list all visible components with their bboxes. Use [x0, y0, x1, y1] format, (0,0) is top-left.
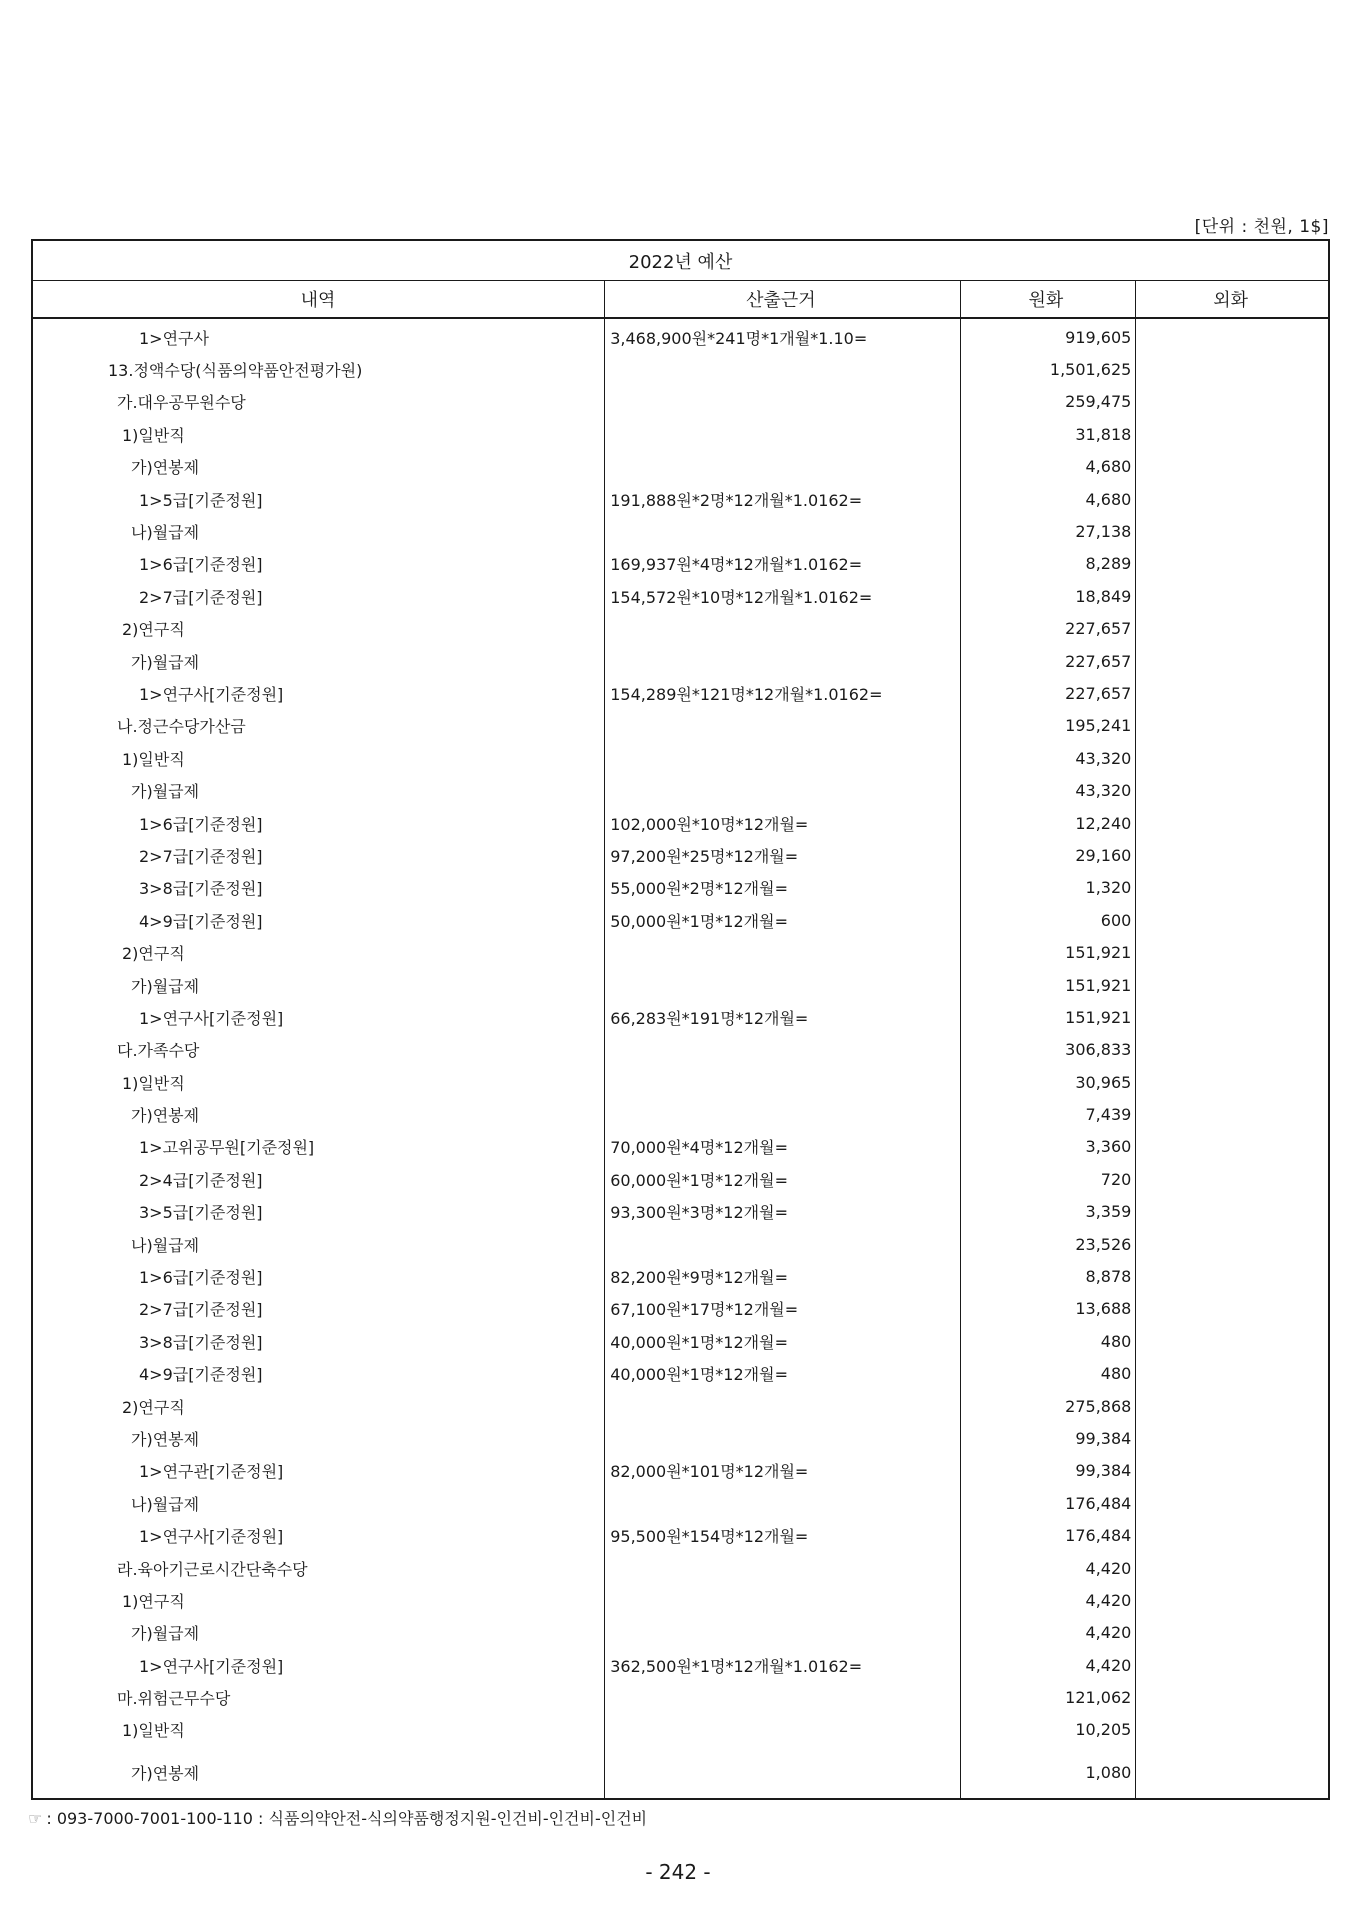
table-row [33, 1390, 1328, 1422]
row-basis [603, 1617, 958, 1649]
row-basis [603, 1714, 958, 1746]
row-description: 가)월급제 [131, 1624, 200, 1644]
row-basis: 102,000원*10명*12개월= [610, 814, 809, 834]
row-foreign-amount [1133, 1681, 1328, 1713]
table-row [33, 1422, 1328, 1454]
row-description: 2>4급[기준정원] [139, 1170, 263, 1190]
unit-label: [단위 : 천원, 1$] [1194, 217, 1329, 237]
row-krw-amount: 600 [1100, 910, 1132, 930]
row-basis [603, 1228, 958, 1260]
row-foreign-amount [1133, 515, 1328, 547]
table-row [33, 1228, 1328, 1260]
row-krw-amount: 259,475 [1065, 392, 1132, 412]
row-description: 가)월급제 [131, 652, 200, 672]
table-row [33, 1519, 1328, 1551]
row-krw-amount: 18,849 [1075, 586, 1132, 606]
row-basis [603, 1552, 958, 1584]
row-basis [603, 1390, 958, 1422]
table-row [33, 321, 1328, 353]
row-description: 라.육아기근로시간단축수당 [117, 1559, 308, 1579]
row-foreign-amount [1133, 677, 1328, 709]
row-krw-amount: 43,320 [1075, 781, 1132, 801]
row-basis: 97,200원*25명*12개월= [610, 846, 799, 866]
row-description: 가)월급제 [131, 976, 200, 996]
row-description: 2)연구직 [122, 620, 185, 640]
row-krw-amount: 8,878 [1085, 1267, 1132, 1287]
row-description: 3>8급[기준정원] [139, 1332, 263, 1352]
row-description: 다.가족수당 [117, 1041, 200, 1061]
table-row [33, 872, 1328, 904]
row-description: 1>6급[기준정원] [139, 1268, 263, 1288]
row-basis [603, 1584, 958, 1616]
row-description: 가)연봉제 [131, 1763, 200, 1783]
row-krw-amount: 4,420 [1085, 1558, 1132, 1578]
table-row [33, 1196, 1328, 1228]
row-krw-amount: 23,526 [1075, 1234, 1132, 1254]
row-foreign-amount [1133, 1228, 1328, 1260]
row-description: 1>연구사[기준정원] [139, 1527, 284, 1547]
row-basis [603, 1681, 958, 1713]
row-krw-amount: 176,484 [1065, 1526, 1132, 1546]
row-foreign-amount [1133, 386, 1328, 418]
row-basis: 154,289원*121명*12개월*1.0162= [610, 684, 883, 704]
row-description: 나)월급제 [131, 1494, 200, 1514]
row-basis: 95,500원*154명*12개월= [610, 1527, 809, 1547]
row-foreign-amount [1133, 1260, 1328, 1292]
row-description: 3>5급[기준정원] [139, 1203, 263, 1223]
row-basis [603, 1746, 958, 1798]
row-description: 1>5급[기준정원] [139, 490, 263, 510]
row-krw-amount: 275,868 [1065, 1396, 1132, 1416]
row-description: 4>9급[기준정원] [139, 911, 263, 931]
footnote [28, 1806, 647, 1829]
row-krw-amount: 4,680 [1085, 457, 1132, 477]
table-row [33, 936, 1328, 968]
row-description: 2>7급[기준정원] [139, 846, 263, 866]
row-description: 2)연구직 [122, 1397, 185, 1417]
row-basis [603, 1034, 958, 1066]
row-krw-amount: 151,921 [1065, 975, 1132, 995]
budget-table [31, 239, 1330, 1800]
row-basis [603, 418, 958, 450]
row-krw-amount: 227,657 [1065, 683, 1132, 703]
row-foreign-amount [1133, 321, 1328, 353]
row-foreign-amount [1133, 1034, 1328, 1066]
row-foreign-amount [1133, 1584, 1328, 1616]
table-row [33, 353, 1328, 385]
row-description: 나.정근수당가산금 [117, 717, 246, 737]
row-krw-amount: 27,138 [1075, 522, 1132, 542]
table-row [33, 613, 1328, 645]
table-row [33, 774, 1328, 806]
pointing-hand-icon: ☞ [28, 1809, 43, 1828]
row-krw-amount: 1,080 [1085, 1762, 1132, 1782]
table-row [33, 418, 1328, 450]
table-row [33, 1681, 1328, 1713]
row-foreign-amount [1133, 1617, 1328, 1649]
row-krw-amount: 31,818 [1075, 424, 1132, 444]
row-basis [603, 742, 958, 774]
row-basis: 82,200원*9명*12개월= [610, 1268, 788, 1288]
row-description: 1>6급[기준정원] [139, 555, 263, 575]
table-row [33, 483, 1328, 515]
table-row [33, 1325, 1328, 1357]
row-foreign-amount [1133, 353, 1328, 385]
table-row [33, 1455, 1328, 1487]
row-foreign-amount [1133, 807, 1328, 839]
row-krw-amount: 227,657 [1065, 619, 1132, 639]
row-foreign-amount [1133, 1714, 1328, 1746]
row-basis [603, 613, 958, 645]
table-row [33, 807, 1328, 839]
row-foreign-amount [1133, 548, 1328, 580]
row-description: 1>6급[기준정원] [139, 814, 263, 834]
row-basis [603, 386, 958, 418]
row-description: 1>연구사 [139, 328, 209, 348]
row-basis [603, 774, 958, 806]
row-description: 가)월급제 [131, 782, 200, 802]
row-foreign-amount [1133, 872, 1328, 904]
column-header-krw: 원화 [1028, 290, 1064, 311]
row-krw-amount: 4,420 [1085, 1623, 1132, 1643]
row-krw-amount: 3,360 [1085, 1137, 1132, 1157]
row-foreign-amount [1133, 1455, 1328, 1487]
column-header-basis: 산출근거 [746, 290, 816, 311]
row-basis: 60,000원*1명*12개월= [610, 1170, 788, 1190]
row-basis [603, 1487, 958, 1519]
table-row [33, 1163, 1328, 1195]
row-foreign-amount [1133, 936, 1328, 968]
row-description: 3>8급[기준정원] [139, 879, 263, 899]
table-row [33, 710, 1328, 742]
row-basis: 55,000원*2명*12개월= [610, 879, 788, 899]
row-foreign-amount [1133, 1196, 1328, 1228]
row-krw-amount: 1,320 [1085, 878, 1132, 898]
row-description: 1>연구관[기준정원] [139, 1462, 284, 1482]
row-basis [603, 969, 958, 1001]
table-row [33, 742, 1328, 774]
row-basis: 40,000원*1명*12개월= [610, 1365, 788, 1385]
row-basis: 169,937원*4명*12개월*1.0162= [610, 555, 863, 575]
row-krw-amount: 176,484 [1065, 1493, 1132, 1513]
row-krw-amount: 29,160 [1075, 845, 1132, 865]
row-basis [603, 451, 958, 483]
row-krw-amount: 43,320 [1075, 748, 1132, 768]
row-krw-amount: 4,680 [1085, 489, 1132, 509]
row-description: 1>고위공무원[기준정원] [139, 1138, 315, 1158]
row-foreign-amount [1133, 1649, 1328, 1681]
row-description: 1>연구사[기준정원] [139, 684, 284, 704]
row-description: 13.정액수당(식품의약품안전평가원) [108, 361, 363, 381]
row-krw-amount: 99,384 [1075, 1461, 1132, 1481]
table-row [33, 1358, 1328, 1390]
row-krw-amount: 8,289 [1085, 554, 1132, 574]
table-row [33, 1260, 1328, 1292]
row-description: 1)일반직 [122, 425, 185, 445]
table-row [33, 548, 1328, 580]
row-basis [603, 1422, 958, 1454]
table-row [33, 386, 1328, 418]
row-description: 2>7급[기준정원] [139, 587, 263, 607]
table-row [33, 451, 1328, 483]
row-krw-amount: 480 [1100, 1331, 1132, 1351]
row-description: 2>7급[기준정원] [139, 1300, 263, 1320]
row-basis [603, 936, 958, 968]
row-krw-amount: 306,833 [1065, 1040, 1132, 1060]
table-row [33, 1746, 1328, 1798]
row-description: 4>9급[기준정원] [139, 1365, 263, 1385]
row-foreign-amount [1133, 1066, 1328, 1098]
table-row [33, 1098, 1328, 1130]
table-row [33, 1552, 1328, 1584]
row-basis [603, 645, 958, 677]
row-foreign-amount [1133, 580, 1328, 612]
row-foreign-amount [1133, 613, 1328, 645]
row-basis: 362,500원*1명*12개월*1.0162= [610, 1656, 863, 1676]
row-description: 나)월급제 [131, 1235, 200, 1255]
row-description: 가)연봉제 [131, 1106, 200, 1126]
row-basis: 66,283원*191명*12개월= [610, 1008, 809, 1028]
row-krw-amount: 195,241 [1065, 716, 1132, 736]
row-description: 가.대우공무원수당 [117, 393, 246, 413]
row-foreign-amount [1133, 774, 1328, 806]
row-krw-amount: 1,501,625 [1049, 360, 1132, 380]
row-foreign-amount [1133, 742, 1328, 774]
row-krw-amount: 13,688 [1075, 1299, 1132, 1319]
row-basis [603, 353, 958, 385]
row-basis: 154,572원*10명*12개월*1.0162= [610, 587, 873, 607]
page-number: - 242 - [645, 1860, 711, 1884]
row-description: 1)일반직 [122, 1721, 185, 1741]
row-description: 1)일반직 [122, 749, 185, 769]
row-foreign-amount [1133, 1552, 1328, 1584]
row-foreign-amount [1133, 1487, 1328, 1519]
row-krw-amount: 30,965 [1075, 1072, 1132, 1092]
row-description: 마.위험근무수당 [117, 1689, 231, 1709]
row-description: 가)연봉제 [131, 458, 200, 478]
row-foreign-amount [1133, 1325, 1328, 1357]
table-row [33, 645, 1328, 677]
row-foreign-amount [1133, 1390, 1328, 1422]
table-row [33, 1714, 1328, 1746]
row-foreign-amount [1133, 1293, 1328, 1325]
row-krw-amount: 480 [1100, 1364, 1132, 1384]
row-basis: 50,000원*1명*12개월= [610, 911, 788, 931]
table-body [33, 321, 1328, 1798]
row-krw-amount: 10,205 [1075, 1720, 1132, 1740]
row-krw-amount: 4,420 [1085, 1655, 1132, 1675]
row-foreign-amount [1133, 483, 1328, 515]
row-foreign-amount [1133, 1422, 1328, 1454]
row-krw-amount: 151,921 [1065, 1007, 1132, 1027]
row-description: 나)월급제 [131, 523, 200, 543]
row-description: 1>연구사[기준정원] [139, 1008, 284, 1028]
table-row [33, 1617, 1328, 1649]
table-row [33, 839, 1328, 871]
row-foreign-amount [1133, 839, 1328, 871]
table-row [33, 1034, 1328, 1066]
table-row [33, 677, 1328, 709]
footnote-text: : 093-7000-7001-100-110 : 식품의약안전-식의약품행정지원-인건비-인건비-인건비 [46, 1809, 648, 1828]
row-basis [603, 1066, 958, 1098]
year-header: 2022년 예산 [33, 241, 1328, 281]
row-foreign-amount [1133, 1358, 1328, 1390]
row-foreign-amount [1133, 1746, 1328, 1798]
row-foreign-amount [1133, 451, 1328, 483]
column-header-description: 내역 [300, 290, 336, 311]
row-basis: 40,000원*1명*12개월= [610, 1332, 788, 1352]
row-foreign-amount [1133, 1131, 1328, 1163]
table-row [33, 1487, 1328, 1519]
row-description: 2)연구직 [122, 944, 185, 964]
table-row [33, 1066, 1328, 1098]
row-foreign-amount [1133, 969, 1328, 1001]
row-krw-amount: 919,605 [1065, 327, 1132, 347]
row-basis: 70,000원*4명*12개월= [610, 1138, 788, 1158]
row-foreign-amount [1133, 904, 1328, 936]
row-foreign-amount [1133, 645, 1328, 677]
row-description: 1)연구직 [122, 1591, 185, 1611]
row-foreign-amount [1133, 1098, 1328, 1130]
row-basis [603, 710, 958, 742]
row-basis: 82,000원*101명*12개월= [610, 1462, 809, 1482]
column-header-foreign: 외화 [1213, 290, 1249, 311]
table-row [33, 1293, 1328, 1325]
column-header-row [33, 281, 1328, 319]
row-krw-amount: 99,384 [1075, 1428, 1132, 1448]
row-foreign-amount [1133, 418, 1328, 450]
row-basis: 191,888원*2명*12개월*1.0162= [610, 490, 863, 510]
table-row [33, 1001, 1328, 1033]
table-row [33, 580, 1328, 612]
row-krw-amount: 121,062 [1065, 1688, 1132, 1708]
table-row [33, 515, 1328, 547]
table-row [33, 969, 1328, 1001]
row-foreign-amount [1133, 1519, 1328, 1551]
table-row [33, 1649, 1328, 1681]
row-krw-amount: 151,921 [1065, 943, 1132, 963]
row-basis: 93,300원*3명*12개월= [610, 1203, 788, 1223]
row-foreign-amount [1133, 710, 1328, 742]
row-krw-amount: 12,240 [1075, 813, 1132, 833]
row-krw-amount: 3,359 [1085, 1202, 1132, 1222]
row-basis [603, 515, 958, 547]
row-foreign-amount [1133, 1001, 1328, 1033]
row-krw-amount: 4,420 [1085, 1590, 1132, 1610]
row-basis: 67,100원*17명*12개월= [610, 1300, 799, 1320]
row-description: 1)일반직 [122, 1073, 185, 1093]
row-krw-amount: 227,657 [1065, 651, 1132, 671]
table-row [33, 904, 1328, 936]
row-foreign-amount [1133, 1163, 1328, 1195]
row-basis: 3,468,900원*241명*1개월*1.10= [610, 328, 868, 348]
row-description: 1>연구사[기준정원] [139, 1656, 284, 1676]
row-description: 가)연봉제 [131, 1429, 200, 1449]
row-krw-amount: 720 [1100, 1169, 1132, 1189]
table-row [33, 1584, 1328, 1616]
row-basis [603, 1098, 958, 1130]
row-krw-amount: 7,439 [1085, 1105, 1132, 1125]
table-row [33, 1131, 1328, 1163]
